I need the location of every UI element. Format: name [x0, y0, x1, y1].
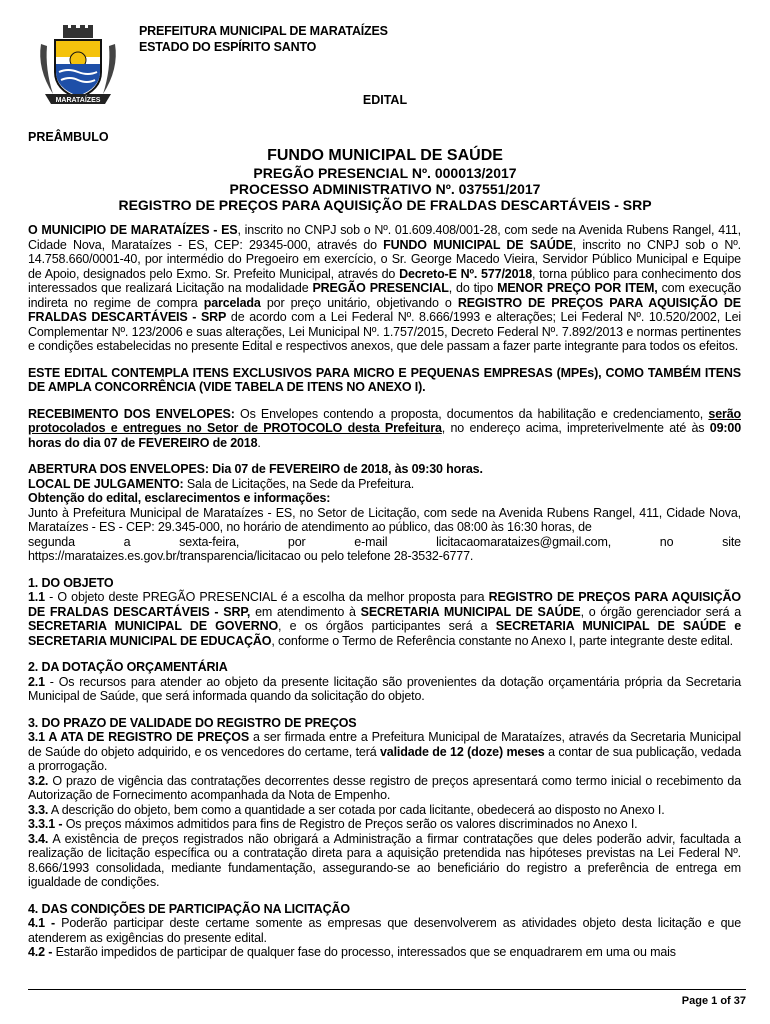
obtain-edital-text: Junto à Prefeitura Municipal de Marataízes - ES, no Setor de Licitação, com sede na Avenida Rubens Rangel, 411, Cidade Nova, Marataízes - ES - CEP: 29.345-000, no horário de atendimento ao público, das 08:00 às 16:30 horas, de — [28, 505, 741, 534]
text-bold: FUNDO MUNICIPAL DE SAÚDE — [383, 237, 573, 252]
preamble-heading: PREÂMBULO — [28, 130, 109, 144]
text-bold: 4.2 - — [28, 945, 53, 959]
text-bold: Obtenção do edital, esclarecimentos e informações: — [28, 491, 331, 505]
title-registro: REGISTRO DE PREÇOS PARA AQUISIÇÃO DE FRALDAS DESCARTÁVEIS - SRP — [118, 197, 652, 213]
text-bold: MENOR PREÇO POR ITEM, — [497, 281, 658, 295]
text: a contar de sua publicação, vedada a prorrogação. — [28, 744, 742, 773]
section-2-title: 2. DA DOTAÇÃO ORÇAMENTÁRIA — [28, 660, 228, 674]
text: Estarão impedidos de participar de qualquer fase do processo, interessados que se enquadrarem em uma ou mais — [52, 945, 676, 959]
text: por preço unitário, objetivando o — [260, 295, 458, 310]
text: Os Envelopes contendo a proposta, documentos da habilitação e credenciamento, — [234, 406, 709, 421]
section-2-1 — [28, 675, 741, 704]
footer-divider — [28, 989, 746, 990]
email-text: licitacaomarataizes@gmail.com, — [436, 534, 612, 549]
section-3-3-1 — [28, 817, 741, 832]
text-bold: 1.1 — [28, 590, 45, 604]
crest-banner-text: MARATAÍZES — [55, 97, 101, 104]
text: , conforme o Termo de Referência constante no Anexo I, parte integrante deste edital. — [271, 633, 733, 648]
word: a — [123, 534, 131, 549]
text-bold: REGISTRO DE PREÇOS PARA AQUISIÇÃO DE FRALDAS DESCARTÁVEIS - SRP — [28, 295, 741, 324]
text: - O objeto deste PREGÃO PRESENCIAL é a escolha da melhor proposta para — [44, 590, 489, 604]
text-bold: 3.2. — [28, 773, 49, 788]
text: de acordo com a Lei Federal Nº. 8.666/1993 e alterações; Lei Federal Nº. 10.520/2002, Lei Complementar Nº. 123/2006 e suas alterações, Lei Municipal Nº. 1.757/2015, Decreto Federal Nº. 7.892/2013 e normas pertinentes e condições estabelecidas no presente Edital e respectivos anexos, que dele passam a fazer parte integrante para todos os efeitos. — [28, 310, 741, 353]
text-bold: ESTE EDITAL CONTEMPLA ITENS EXCLUSIVOS PARA MICRO E PEQUENAS EMPRESAS (MPEs), COMO TAMBÉM ITENS DE AMPLA CONCORRÊNCIA (VIDE TABELA DE ITENS NO ANEXO I). — [28, 365, 741, 394]
contact-row — [28, 535, 741, 550]
text: Sala de Licitações, na Sede da Prefeitura. — [183, 476, 415, 491]
section-1-1 — [28, 590, 741, 648]
text-bold: 3.3. — [28, 802, 49, 817]
text: . — [257, 435, 261, 450]
text: O prazo de vigência das contratações decorrentes desse registro de preços apresentará como termo inicial o recebimento da Autorização de Fornecimento acompanhada da Nota de Empenho. — [28, 773, 741, 802]
text-bold: Decreto-E Nº. 577/2018 — [399, 266, 532, 281]
text: - Os recursos para atender ao objeto da presente licitação são provenientes da dotação orçamentária própria da Secretaria Municipal de Saúde, que será informada quando da solicitação do objeto. — [28, 674, 741, 703]
text-bold: 3.4. — [28, 831, 49, 846]
word: site — [722, 534, 741, 549]
text: , e os órgãos participantes será a — [278, 619, 496, 633]
title-pregao: PREGÃO PRESENCIAL Nº. 000013/2017 — [253, 165, 517, 181]
mpe-notice — [28, 366, 741, 395]
text-bold: O MUNICIPIO DE MARATAÍZES - ES — [28, 223, 238, 237]
text-bold: 2.1 — [28, 674, 45, 689]
document-body — [28, 223, 741, 960]
section-3-3 — [28, 803, 741, 818]
text-bold: parcelada — [203, 295, 261, 310]
text: , do tipo — [448, 281, 498, 295]
section-1-title: 1. DO OBJETO — [28, 575, 114, 590]
title-processo: PROCESSO ADMINISTRATIVO Nº. 037551/2017 — [229, 181, 541, 197]
text: , no endereço acima, impreterivelmente até às — [441, 421, 710, 435]
text-bold: 09:00 horas do dia 07 de FEVEREIRO de 2018 — [28, 421, 742, 450]
title-fundo: FUNDO MUNICIPAL DE SAÚDE — [267, 147, 503, 164]
obtain-edital-heading — [28, 491, 741, 506]
text-bold: validade de 12 (doze) meses — [380, 744, 545, 759]
text: A existência de preços registrados não obrigará a Administração a firmar contratações que deles poderão advir, facultada a realização de licitação específica ou a contratação direta para a aquisição pretendida nas hipóteses previstas na Lei Federal Nº. 8.666/1993 consolidada, mediante fundamentação, assegurando-se ao beneficiário do registro a preferência de entrega em igualdade de condições. — [28, 831, 741, 889]
text-bold: SECRETARIA MUNICIPAL DE GOVERNO — [28, 619, 279, 633]
header-line-1: PREFEITURA MUNICIPAL DE MARATAÍZES — [139, 24, 388, 38]
word: segunda — [28, 534, 75, 549]
text-bold: SECRETARIA MUNICIPAL DE SAÚDE e SECRETARIA MUNICIPAL DE EDUCAÇÃO — [28, 619, 741, 648]
section-3-2 — [28, 774, 741, 803]
text: , torna público para conhecimento dos interessados que realizará Licitação na modalidade — [28, 266, 741, 295]
opening-line — [28, 462, 741, 477]
judgment-location — [28, 477, 741, 492]
word: por — [287, 534, 306, 549]
section-4-2 — [28, 945, 741, 960]
section-4-title: 4. DAS CONDIÇÕES DE PARTICIPAÇÃO NA LICITAÇÃO — [28, 901, 350, 916]
text-bold: PREGÃO PRESENCIAL — [312, 281, 449, 295]
header-line-2: ESTADO DO ESPÍRITO SANTO — [139, 40, 317, 54]
text-bold: 4.1 - — [28, 916, 56, 930]
word: no — [659, 534, 674, 549]
text-bold: LOCAL DE JULGAMENTO: — [28, 476, 184, 491]
section-3-4 — [28, 832, 741, 890]
text: Poderão participar deste certame somente as empresas que desenvolverem as atividades objeto desta licitação e que atenderem as exigências do presente edital. — [28, 916, 741, 945]
text: , o órgão gerenciador será a — [580, 604, 742, 619]
word: e-mail — [354, 534, 388, 549]
text-bold: 3.3.1 - — [28, 817, 63, 831]
text: A descrição do objeto, bem como a quantidade a ser cotada por cada licitante, obedecerá ao disposto no Anexo I. — [48, 802, 665, 817]
section-3-title: 3. DO PRAZO DE VALIDADE DO REGISTRO DE PREÇOS — [28, 715, 357, 730]
text: , inscrito no CNPJ sob o Nº. 01.609.408/001-28, com sede na Avenida Rubens Rangel, 411, Cidade Nova, Marataízes - ES, CEP: 29345-000, através do — [28, 223, 742, 252]
preamble-paragraph — [28, 223, 741, 354]
text: , inscrito no CNPJ sob o Nº. 14.758.660/0001-40, por intermédio do Pregoeiro em exercício, o Sr. George Macedo Vieira, Servidor Público Municipal e Equipe de Apoio, designados pelo Exmo. Sr. Prefeito Municipal, através do — [28, 237, 741, 281]
website-line: https://marataizes.es.gov.br/transparencia/licitacao ou pelo telefone 28-3532-6777. — [28, 549, 474, 563]
text-bold: RECEBIMENTO DOS ENVELOPES: — [28, 406, 235, 421]
text: Os preços máximos admitidos para fins de Registro de Preços serão os valores discriminados no Anexo I. — [62, 817, 638, 831]
title-block — [0, 147, 770, 213]
text-bold: REGISTRO DE PREÇOS PARA AQUISIÇÃO DE FRALDAS DESCARTÁVEIS - SRP, — [28, 590, 741, 619]
page-number: Page 1 of 37 — [681, 995, 746, 1007]
section-4-1 — [28, 916, 741, 945]
text: em atendimento à — [250, 604, 361, 619]
section-3-1 — [28, 730, 741, 774]
text-bold: SECRETARIA MUNICIPAL DE SAÚDE — [360, 604, 581, 619]
text-bold: 3.1 A ATA DE REGISTRO DE PREÇOS — [28, 730, 250, 744]
text: com execução indireta no regime de compra — [28, 281, 742, 310]
text-bold-underline: serão protocolados e entregues no Setor de PROTOCOLO desta Prefeitura — [28, 406, 741, 435]
text: a ser firmada entre a Prefeitura Municipal de Marataízes, através da Secretaria Municipal de Saúde do objeto adquirido, e os vencedores do certame, terá — [28, 730, 741, 759]
text-bold: ABERTURA DOS ENVELOPES: Dia 07 de FEVEREIRO de 2018, às 09:30 horas. — [28, 462, 483, 476]
envelope-receipt-paragraph — [28, 407, 741, 451]
document-type: EDITAL — [362, 93, 408, 107]
word: sexta-feira, — [179, 534, 240, 549]
